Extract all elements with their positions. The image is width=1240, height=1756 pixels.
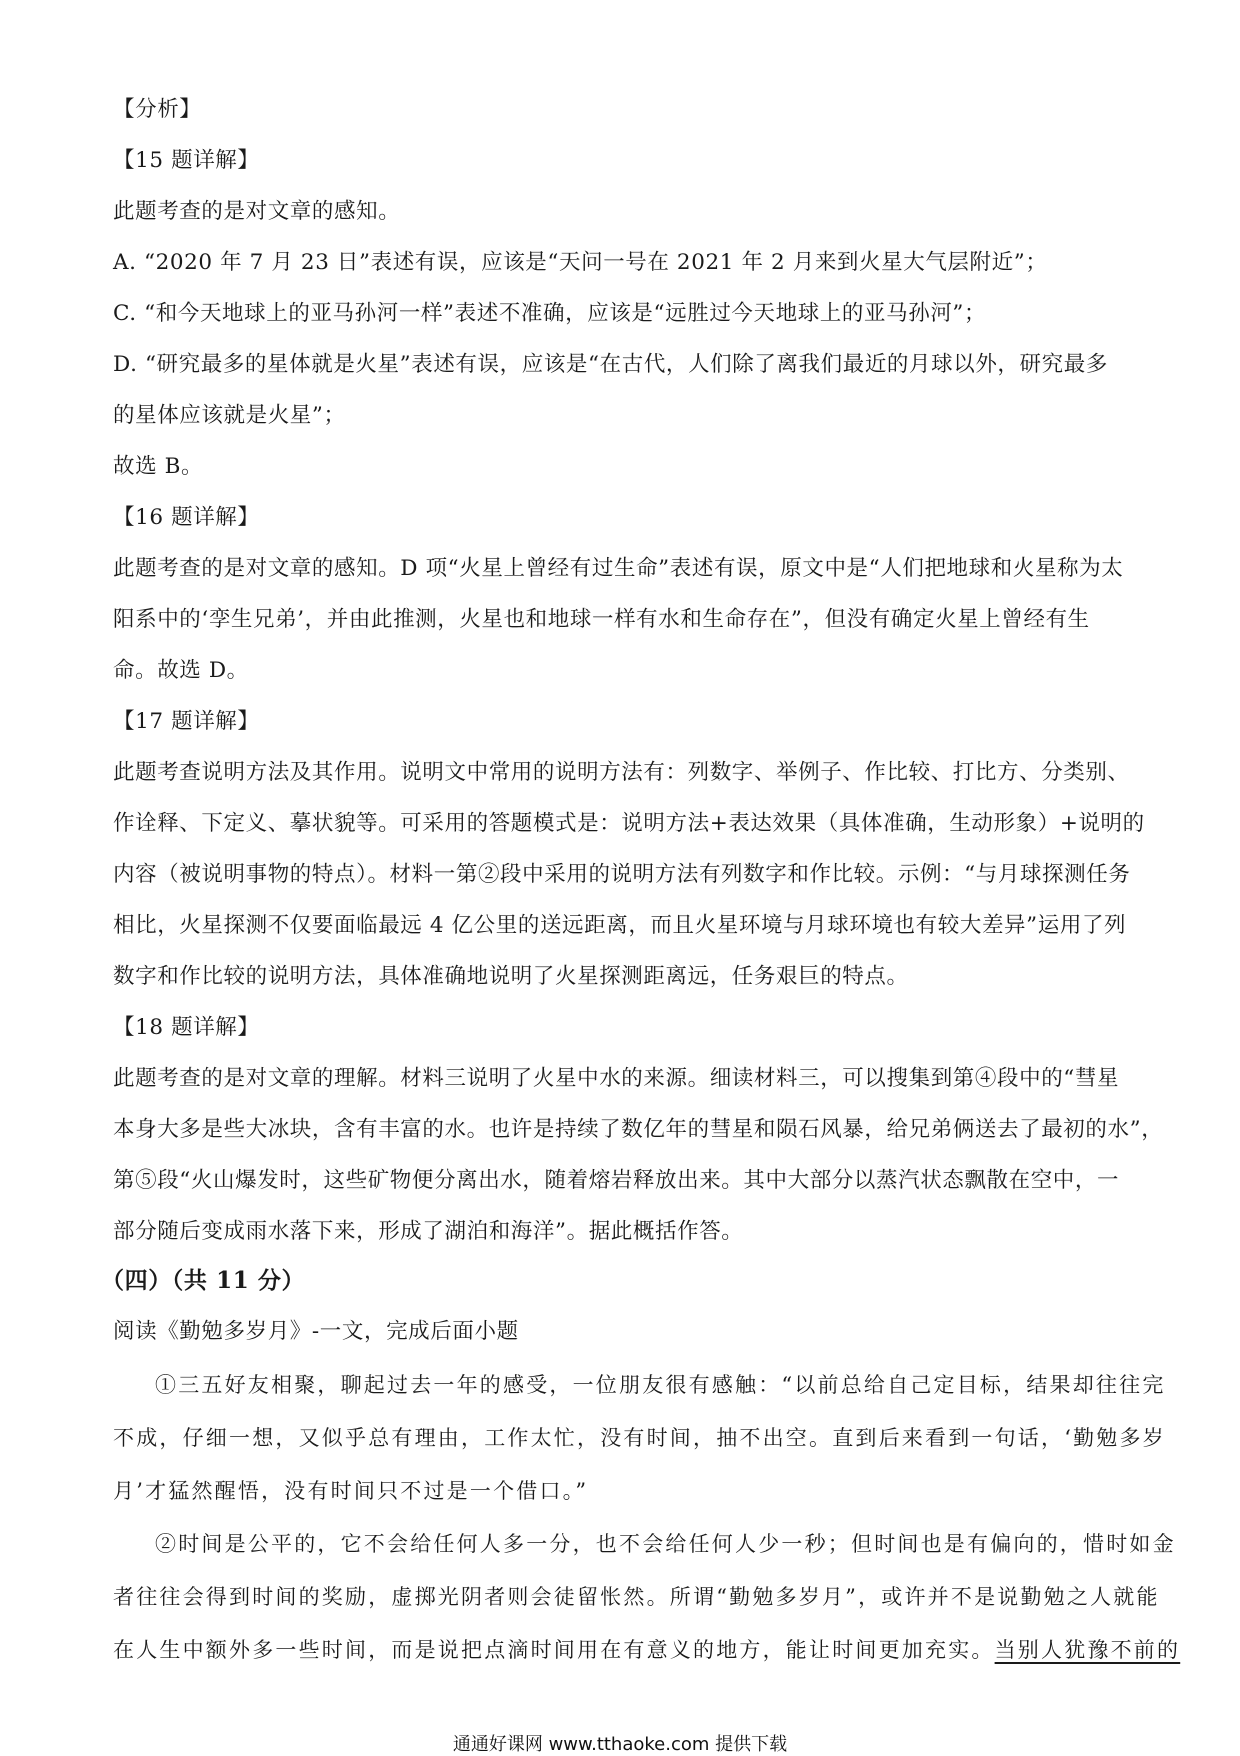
q17-line: 此题考查说明方法及其作用。说明文中常用的说明方法有：列数字、举例子、作比较、打比方、分类别、 <box>113 760 1130 785</box>
q18-line: 部分随后变成雨水落下来，形成了湖泊和海洋”。据此概括作答。 <box>113 1219 744 1244</box>
passage-paragraph-line: ②时间是公平的，它不会给任何人多一分，也不会给任何人少一秒；但时间也是有偏向的，惜时如金 <box>155 1532 1176 1556</box>
passage-paragraph-line: 不成，仔细一想，又似乎总有理由，工作太忙，没有时间，抽不出空。直到后来看到一句话，‘勤勉多岁 <box>113 1426 1166 1450</box>
section-4-title: （四）（共 11 分） <box>101 1267 306 1294</box>
q15-line: C. “和今天地球上的亚马孙河一样”表述不准确，应该是“远胜过今天地球上的亚马孙河”； <box>113 301 987 326</box>
q17-line: 相比，火星探测不仅要面临最远 4 亿公里的送远距离，而且火星环境与月球环境也有较大差异”运用了列 <box>113 913 1127 938</box>
q18-line: 第⑤段“火山爆发时，这些矿物便分离出水，随着熔岩释放出来。其中大部分以蒸汽状态飘散在空中，一 <box>113 1168 1120 1193</box>
underlined-passage-text: 当别人犹豫不前的 <box>994 1638 1181 1662</box>
q15-line: A. “2020 年 7 月 23 日”表述有误，应该是“天问一号在 2021 年 2 月来到火星大气层附近”； <box>113 250 1048 275</box>
q15-line: 的星体应该就是火星”； <box>113 403 346 428</box>
q17-line: 数字和作比较的说明方法，具体准确地说明了火星探测距离远，任务艰巨的特点。 <box>113 964 909 989</box>
q16-heading: 【16 题详解】 <box>113 505 260 530</box>
q15-line: 此题考查的是对文章的感知。 <box>113 199 401 224</box>
q18-line: 此题考查的是对文章的理解。材料三说明了火星中水的来源。细读材料三，可以搜集到第④段中的“彗星 <box>113 1066 1120 1091</box>
passage-paragraph-line: ①三五好友相聚，聊起过去一年的感受，一位朋友很有感触：“以前总给自己定目标，结果却往往完 <box>155 1373 1166 1397</box>
q15-line: 故选 B。 <box>113 454 204 479</box>
passage-text: 在人生中额外多一些时间，而是说把点滴时间用在有意义的地方，能让时间更加充实。 <box>113 1638 995 1662</box>
q15-heading: 【15 题详解】 <box>113 148 260 173</box>
passage-paragraph-line: 者往往会得到时间的奖励，虚掷光阴者则会徒留怅然。所谓“勤勉多岁月”，或许并不是说勤勉之人就能 <box>113 1585 1160 1609</box>
q15-line: D. “研究最多的星体就是火星”表述有误，应该是“在古代，人们除了离我们最近的月球以外，研究最多 <box>113 352 1108 377</box>
q16-line: 阳系中的‘孪生兄弟’，并由此推测，火星也和地球一样有水和生命存在”，但没有确定火星上曾经有生 <box>113 607 1090 632</box>
q16-line: 此题考查的是对文章的感知。D 项“火星上曾经有过生命”表述有误，原文中是“人们把地球和火星称为太 <box>113 556 1124 581</box>
page-footer: 通通好课网 www.tthaoke.com 提供下载 <box>452 1734 788 1755</box>
q18-line: 本身大多是些大冰块，含有丰富的水。也许是持续了数亿年的彗星和陨石风暴，给兄弟俩送去了最初的水”， <box>113 1117 1164 1142</box>
passage-paragraph-line: 月’才猛然醒悟，没有时间只不过是一个借口。” <box>113 1479 589 1503</box>
q17-line: 内容（被说明事物的特点）。材料一第②段中采用的说明方法有列数字和作比较。示例：“与月球探测任务 <box>113 862 1131 887</box>
q17-heading: 【17 题详解】 <box>113 709 260 734</box>
analysis-heading: 【分析】 <box>113 97 202 122</box>
q18-heading: 【18 题详解】 <box>113 1015 260 1040</box>
section-4-instruction: 阅读《勤勉多岁月》-一文，完成后面小题 <box>113 1319 519 1344</box>
q17-line: 作诠释、下定义、摹状貌等。可采用的答题模式是：说明方法+表达效果（具体准确，生动形象）+说明的 <box>113 811 1145 836</box>
passage-paragraph-line <box>113 1635 1181 1665</box>
q16-line: 命。故选 D。 <box>113 658 249 683</box>
